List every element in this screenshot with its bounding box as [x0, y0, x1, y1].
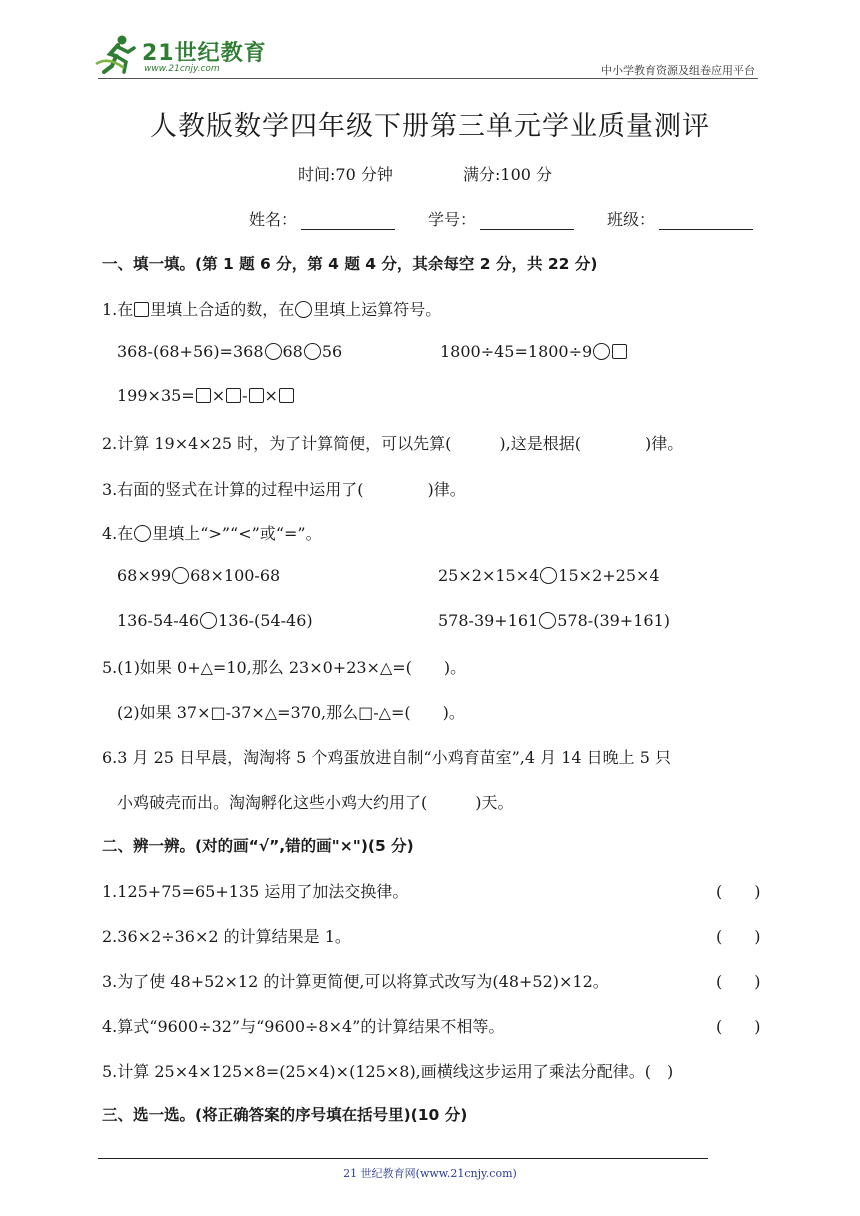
q4-prompt — [102, 521, 322, 544]
minus-sign: - — [242, 386, 248, 405]
expr-text: 56 — [321, 342, 343, 361]
q1-expr-1 — [117, 342, 342, 361]
class-label: 班级： — [607, 210, 656, 229]
expr-text: 136-54-46 — [117, 611, 200, 630]
answer-box[interactable] — [279, 388, 294, 403]
q4-expr-1 — [117, 566, 280, 585]
answer-circle[interactable] — [172, 567, 189, 584]
exam-time: 时间:70 分钟 — [298, 165, 393, 184]
judge-item-5-text: 5.计算 25×4×125×8=(25×4)×(125×8),画横线这步运用了乘法分配律。 — [102, 1062, 645, 1081]
logo-text: 21世纪教育 — [142, 41, 267, 66]
circle-icon — [134, 525, 151, 542]
answer-circle[interactable] — [593, 343, 610, 360]
judge-item-3: 3.为了使 48+52×12 的计算更简便,可以将算式改写为(48+52)×12。 — [102, 972, 609, 991]
answer-box[interactable] — [226, 388, 241, 403]
answer-bracket[interactable]: ( ) — [716, 1017, 761, 1036]
answer-box[interactable] — [612, 344, 627, 359]
q1-text-a: 1.在 — [102, 300, 134, 319]
section1-heading: 一、填一填。(第 1 题 6 分，第 4 题 4 分，其余每空 2 分，共 22 分) — [102, 255, 598, 273]
answer-bracket[interactable]: ( ) — [716, 882, 761, 901]
answer-bracket[interactable]: ( ) — [716, 927, 761, 946]
answer-circle[interactable] — [200, 612, 217, 629]
id-label: 学号： — [428, 210, 477, 229]
judge-item-4: 4.算式“9600÷32”与“9600÷8×4”的计算结果不相等。 — [102, 1017, 505, 1036]
q1-text-b: 里填上合适的数，在 — [150, 300, 295, 319]
answer-bracket[interactable]: ( ) — [716, 972, 761, 991]
judge-item-1: 1.125+75=65+135 运用了加法交换律。 — [102, 882, 409, 901]
expr-text: 136-(54-46) — [218, 611, 313, 630]
q4-expr-4 — [438, 611, 670, 630]
circle-icon — [295, 301, 312, 318]
answer-box[interactable] — [249, 388, 264, 403]
expr-text: 68 — [282, 342, 303, 361]
logo-url: www.21cnjy.com — [144, 64, 220, 74]
q5-part2: (2)如果 37×□-37×△=370,那么□-△=( )。 — [117, 703, 465, 722]
class-blank[interactable] — [659, 211, 753, 230]
judge-item-5 — [102, 1059, 673, 1082]
answer-circle[interactable] — [539, 612, 556, 629]
page-title: 人教版数学四年级下册第三单元学业质量测评 — [150, 111, 710, 142]
expr-text: 199×35= — [117, 386, 195, 405]
footer-text: 21 世纪教育网(www.21cnjy.com) — [343, 1167, 517, 1180]
id-field — [428, 207, 574, 230]
q1-expr-2 — [440, 342, 628, 361]
answer-circle[interactable] — [265, 343, 282, 360]
times-sign: × — [264, 386, 278, 405]
q4-expr-2 — [438, 566, 660, 585]
site-logo — [94, 34, 267, 78]
runner-icon — [94, 34, 140, 74]
section2-heading: 二、辨一辨。(对的画“√”,错的画"×")(5 分) — [102, 837, 414, 855]
q6-line1: 6.3 月 25 日早晨，淘淘将 5 个鸡蛋放进自制“小鸡育苗室”,4 月 14 日晚上 5 只 — [102, 748, 672, 767]
page-header — [0, 0, 860, 80]
class-field — [607, 207, 753, 230]
header-divider — [98, 78, 758, 79]
expr-text: 368-(68+56)=368 — [117, 342, 264, 361]
expr-text: 15×2+25×4 — [558, 566, 660, 585]
expr-text: 578-39+161 — [438, 611, 539, 630]
answer-circle[interactable] — [540, 567, 557, 584]
name-label: 姓名： — [249, 210, 298, 229]
id-blank[interactable] — [480, 211, 574, 230]
name-field — [249, 207, 395, 230]
full-marks: 满分:100 分 — [463, 165, 553, 184]
footer-divider — [98, 1158, 708, 1159]
q4-text-b: 里填上“>”“<”或“=”。 — [152, 524, 322, 543]
q6-line2: 小鸡破壳而出。淘淘孵化这些小鸡大约用了( )天。 — [117, 793, 514, 812]
platform-name: 中小学教育资源及组卷应用平台 — [601, 64, 755, 77]
answer-bracket[interactable]: ( ) — [644, 1062, 674, 1081]
expr-text: 68×99 — [117, 566, 172, 585]
expr-text: 578-(39+161) — [557, 611, 670, 630]
answer-circle[interactable] — [304, 343, 321, 360]
judge-item-2: 2.36×2÷36×2 的计算结果是 1。 — [102, 927, 351, 946]
q4-expr-3 — [117, 611, 313, 630]
q3-text: 3.右面的竖式在计算的过程中运用了( )律。 — [102, 480, 466, 499]
square-box-icon — [134, 302, 149, 317]
q4-text-a: 4.在 — [102, 524, 134, 543]
expr-text: 25×2×15×4 — [438, 566, 540, 585]
q1-text-c: 里填上运算符号。 — [313, 300, 442, 319]
answer-box[interactable] — [196, 388, 211, 403]
q1-prompt — [102, 297, 441, 320]
name-blank[interactable] — [301, 211, 395, 230]
q5-part1: 5.(1)如果 0+△=10,那么 23×0+23×△=( )。 — [102, 658, 467, 677]
q2-text: 2.计算 19×4×25 时，为了计算简便，可以先算( ),这是根据( )律。 — [102, 434, 684, 453]
times-sign: × — [211, 386, 226, 405]
expr-text: 68×100-68 — [190, 566, 281, 585]
expr-text: 1800÷45=1800÷9 — [440, 342, 593, 361]
section3-heading: 三、选一选。(将正确答案的序号填在括号里)(10 分) — [102, 1106, 468, 1124]
q1-expr-3 — [117, 386, 295, 405]
